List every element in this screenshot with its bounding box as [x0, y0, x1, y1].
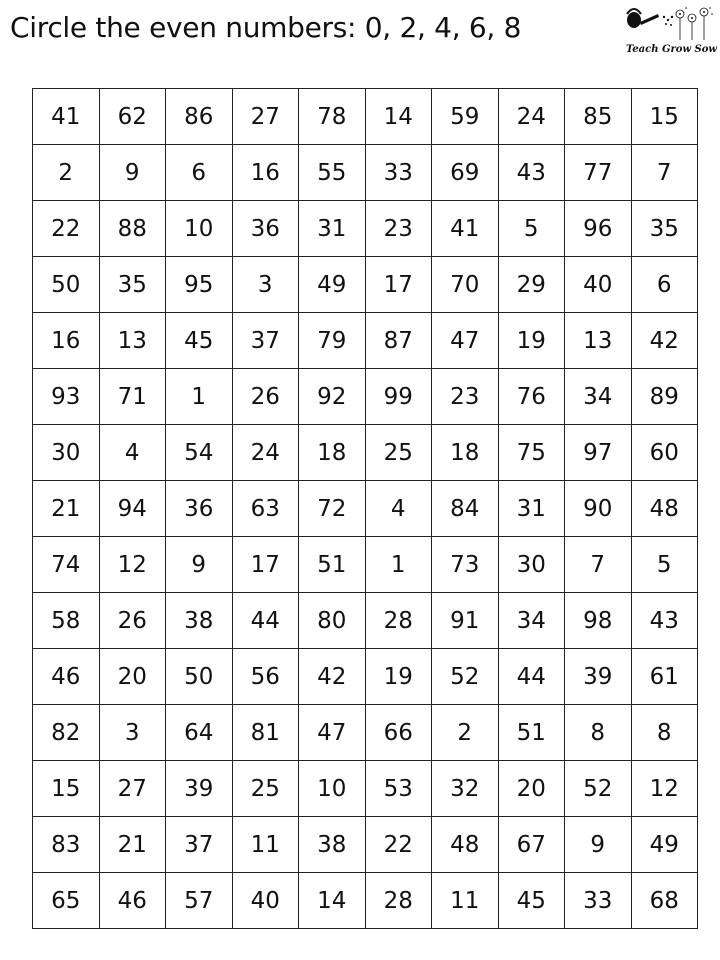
grid-row [33, 761, 698, 817]
grid-cell[interactable]: 34 [498, 593, 565, 649]
grid-cell[interactable]: 28 [365, 593, 432, 649]
grid-cell[interactable]: 30 [498, 537, 565, 593]
grid-cell[interactable]: 90 [565, 481, 632, 537]
grid-cell[interactable]: 38 [166, 593, 233, 649]
grid-cell[interactable]: 33 [365, 145, 432, 201]
grid-cell[interactable]: 37 [232, 313, 299, 369]
grid-cell[interactable]: 21 [33, 481, 100, 537]
grid-cell[interactable]: 71 [99, 369, 166, 425]
grid-cell[interactable]: 87 [365, 313, 432, 369]
grid-cell[interactable]: 2 [33, 145, 100, 201]
grid-row [33, 873, 698, 929]
grid-cell[interactable]: 32 [432, 761, 499, 817]
grid-cell[interactable]: 44 [498, 649, 565, 705]
grid-cell[interactable]: 10 [299, 761, 366, 817]
grid-cell[interactable]: 23 [432, 369, 499, 425]
grid-cell[interactable]: 17 [232, 537, 299, 593]
grid-cell[interactable]: 6 [166, 145, 233, 201]
grid-cell[interactable]: 52 [565, 761, 632, 817]
grid-cell[interactable]: 35 [631, 201, 698, 257]
grid-cell[interactable]: 31 [498, 481, 565, 537]
grid-cell[interactable]: 79 [299, 313, 366, 369]
grid-row [33, 89, 698, 145]
grid-cell[interactable]: 43 [631, 593, 698, 649]
grid-cell[interactable]: 10 [166, 201, 233, 257]
grid-cell[interactable]: 3 [232, 257, 299, 313]
logo-text: Teach Grow Sow [626, 44, 718, 55]
grid-cell[interactable]: 97 [565, 425, 632, 481]
grid-cell[interactable]: 44 [232, 593, 299, 649]
grid-cell[interactable]: 85 [565, 89, 632, 145]
grid-cell[interactable]: 57 [166, 873, 233, 929]
grid-row [33, 649, 698, 705]
grid-cell[interactable]: 94 [99, 481, 166, 537]
grid-cell[interactable]: 91 [432, 593, 499, 649]
grid-cell[interactable]: 20 [99, 649, 166, 705]
grid-row [33, 313, 698, 369]
grid-cell[interactable]: 1 [166, 369, 233, 425]
grid-cell[interactable]: 25 [232, 761, 299, 817]
grid-cell[interactable]: 21 [99, 817, 166, 873]
grid-row [33, 537, 698, 593]
grid-cell[interactable]: 61 [631, 649, 698, 705]
grid-cell[interactable]: 51 [498, 705, 565, 761]
grid-cell[interactable]: 9 [565, 817, 632, 873]
grid-cell[interactable]: 98 [565, 593, 632, 649]
grid-cell[interactable]: 8 [631, 705, 698, 761]
grid-cell[interactable]: 12 [99, 537, 166, 593]
grid-cell[interactable]: 74 [33, 537, 100, 593]
grid-cell[interactable]: 59 [432, 89, 499, 145]
grid-cell[interactable]: 5 [498, 201, 565, 257]
grid-cell[interactable]: 17 [365, 257, 432, 313]
grid-cell[interactable]: 36 [166, 481, 233, 537]
grid-cell[interactable]: 19 [498, 313, 565, 369]
grid-cell[interactable]: 41 [33, 89, 100, 145]
grid-cell[interactable]: 81 [232, 705, 299, 761]
grid-cell[interactable]: 39 [166, 761, 233, 817]
grid-cell[interactable]: 22 [33, 201, 100, 257]
grid-cell[interactable]: 20 [498, 761, 565, 817]
grid-cell[interactable]: 58 [33, 593, 100, 649]
grid-cell[interactable]: 11 [232, 817, 299, 873]
grid-cell[interactable]: 46 [99, 873, 166, 929]
grid-cell[interactable]: 50 [33, 257, 100, 313]
grid-cell[interactable]: 73 [432, 537, 499, 593]
grid-cell[interactable]: 67 [498, 817, 565, 873]
grid-cell[interactable]: 88 [99, 201, 166, 257]
grid-cell[interactable]: 1 [365, 537, 432, 593]
grid-row [33, 481, 698, 537]
grid-cell[interactable]: 84 [432, 481, 499, 537]
grid-cell[interactable]: 50 [166, 649, 233, 705]
grid-cell[interactable]: 30 [33, 425, 100, 481]
grid-cell[interactable]: 89 [631, 369, 698, 425]
grid-cell[interactable]: 11 [432, 873, 499, 929]
grid-cell[interactable]: 86 [166, 89, 233, 145]
grid-cell[interactable]: 6 [631, 257, 698, 313]
grid-cell[interactable]: 95 [166, 257, 233, 313]
grid-cell[interactable]: 22 [365, 817, 432, 873]
grid-cell[interactable]: 13 [565, 313, 632, 369]
grid-cell[interactable]: 24 [232, 425, 299, 481]
grid-cell[interactable]: 14 [365, 89, 432, 145]
grid-cell[interactable]: 5 [631, 537, 698, 593]
grid-cell[interactable]: 68 [631, 873, 698, 929]
grid-cell[interactable]: 42 [299, 649, 366, 705]
grid-cell[interactable]: 92 [299, 369, 366, 425]
grid-cell[interactable]: 60 [631, 425, 698, 481]
grid-cell[interactable]: 38 [299, 817, 366, 873]
grid-cell[interactable]: 69 [432, 145, 499, 201]
grid-cell[interactable]: 19 [365, 649, 432, 705]
grid-cell[interactable]: 46 [33, 649, 100, 705]
grid-cell[interactable]: 45 [166, 313, 233, 369]
grid-row [33, 425, 698, 481]
grid-row [33, 145, 698, 201]
grid-cell[interactable]: 63 [232, 481, 299, 537]
grid-cell[interactable]: 96 [565, 201, 632, 257]
grid-cell[interactable]: 78 [299, 89, 366, 145]
grid-cell[interactable]: 7 [565, 537, 632, 593]
grid-cell[interactable]: 48 [631, 481, 698, 537]
grid-cell[interactable]: 4 [99, 425, 166, 481]
watering-can-icon [624, 4, 716, 44]
grid-cell[interactable]: 41 [432, 201, 499, 257]
grid-cell[interactable]: 8 [565, 705, 632, 761]
grid-cell[interactable]: 40 [232, 873, 299, 929]
number-grid [32, 88, 698, 929]
grid-cell[interactable]: 48 [432, 817, 499, 873]
grid-cell[interactable]: 80 [299, 593, 366, 649]
grid-cell[interactable]: 77 [565, 145, 632, 201]
grid-cell[interactable]: 7 [631, 145, 698, 201]
grid-cell[interactable]: 62 [99, 89, 166, 145]
grid-cell[interactable]: 47 [299, 705, 366, 761]
grid-cell[interactable]: 70 [432, 257, 499, 313]
grid-cell[interactable]: 18 [299, 425, 366, 481]
grid-cell[interactable]: 51 [299, 537, 366, 593]
grid-cell[interactable]: 72 [299, 481, 366, 537]
grid-row [33, 201, 698, 257]
grid-cell[interactable]: 49 [299, 257, 366, 313]
grid-cell[interactable]: 26 [99, 593, 166, 649]
grid-cell[interactable]: 83 [33, 817, 100, 873]
grid-cell[interactable]: 82 [33, 705, 100, 761]
grid-cell[interactable]: 9 [166, 537, 233, 593]
grid-row [33, 705, 698, 761]
grid-cell[interactable]: 35 [99, 257, 166, 313]
grid-cell[interactable]: 33 [565, 873, 632, 929]
grid-cell[interactable]: 14 [299, 873, 366, 929]
grid-cell[interactable]: 45 [498, 873, 565, 929]
grid-cell[interactable]: 99 [365, 369, 432, 425]
grid-cell[interactable]: 23 [365, 201, 432, 257]
grid-cell[interactable]: 16 [232, 145, 299, 201]
grid-cell[interactable]: 26 [232, 369, 299, 425]
grid-cell[interactable]: 15 [33, 761, 100, 817]
grid-cell[interactable]: 24 [498, 89, 565, 145]
grid-cell[interactable]: 9 [99, 145, 166, 201]
grid-cell[interactable]: 12 [631, 761, 698, 817]
grid-cell[interactable]: 29 [498, 257, 565, 313]
grid-cell[interactable]: 75 [498, 425, 565, 481]
grid-cell[interactable]: 76 [498, 369, 565, 425]
grid-row [33, 817, 698, 873]
grid-row [33, 257, 698, 313]
grid-cell[interactable]: 34 [565, 369, 632, 425]
grid-cell[interactable]: 49 [631, 817, 698, 873]
grid-row [33, 593, 698, 649]
grid-cell[interactable]: 16 [33, 313, 100, 369]
grid-cell[interactable]: 27 [99, 761, 166, 817]
grid-cell[interactable]: 37 [166, 817, 233, 873]
grid-cell[interactable]: 18 [432, 425, 499, 481]
grid-cell[interactable]: 2 [432, 705, 499, 761]
grid-cell[interactable]: 56 [232, 649, 299, 705]
grid-cell[interactable]: 93 [33, 369, 100, 425]
grid-cell[interactable]: 47 [432, 313, 499, 369]
grid-cell[interactable]: 31 [299, 201, 366, 257]
grid-cell[interactable]: 55 [299, 145, 366, 201]
grid-cell[interactable]: 64 [166, 705, 233, 761]
grid-cell[interactable]: 65 [33, 873, 100, 929]
grid-cell[interactable]: 28 [365, 873, 432, 929]
logo [624, 4, 716, 62]
grid-cell[interactable]: 13 [99, 313, 166, 369]
grid-cell[interactable]: 4 [365, 481, 432, 537]
grid-cell[interactable]: 52 [432, 649, 499, 705]
grid-cell[interactable]: 15 [631, 89, 698, 145]
grid-cell[interactable]: 53 [365, 761, 432, 817]
grid-cell[interactable]: 27 [232, 89, 299, 145]
grid-cell[interactable]: 66 [365, 705, 432, 761]
grid-cell[interactable]: 25 [365, 425, 432, 481]
grid-cell[interactable]: 40 [565, 257, 632, 313]
grid-cell[interactable]: 42 [631, 313, 698, 369]
grid-cell[interactable]: 36 [232, 201, 299, 257]
grid-cell[interactable]: 43 [498, 145, 565, 201]
grid-cell[interactable]: 54 [166, 425, 233, 481]
grid-cell[interactable]: 3 [99, 705, 166, 761]
grid-cell[interactable]: 39 [565, 649, 632, 705]
grid-row [33, 369, 698, 425]
page-title: Circle the even numbers: 0, 2, 4, 6, 8 [10, 11, 522, 44]
